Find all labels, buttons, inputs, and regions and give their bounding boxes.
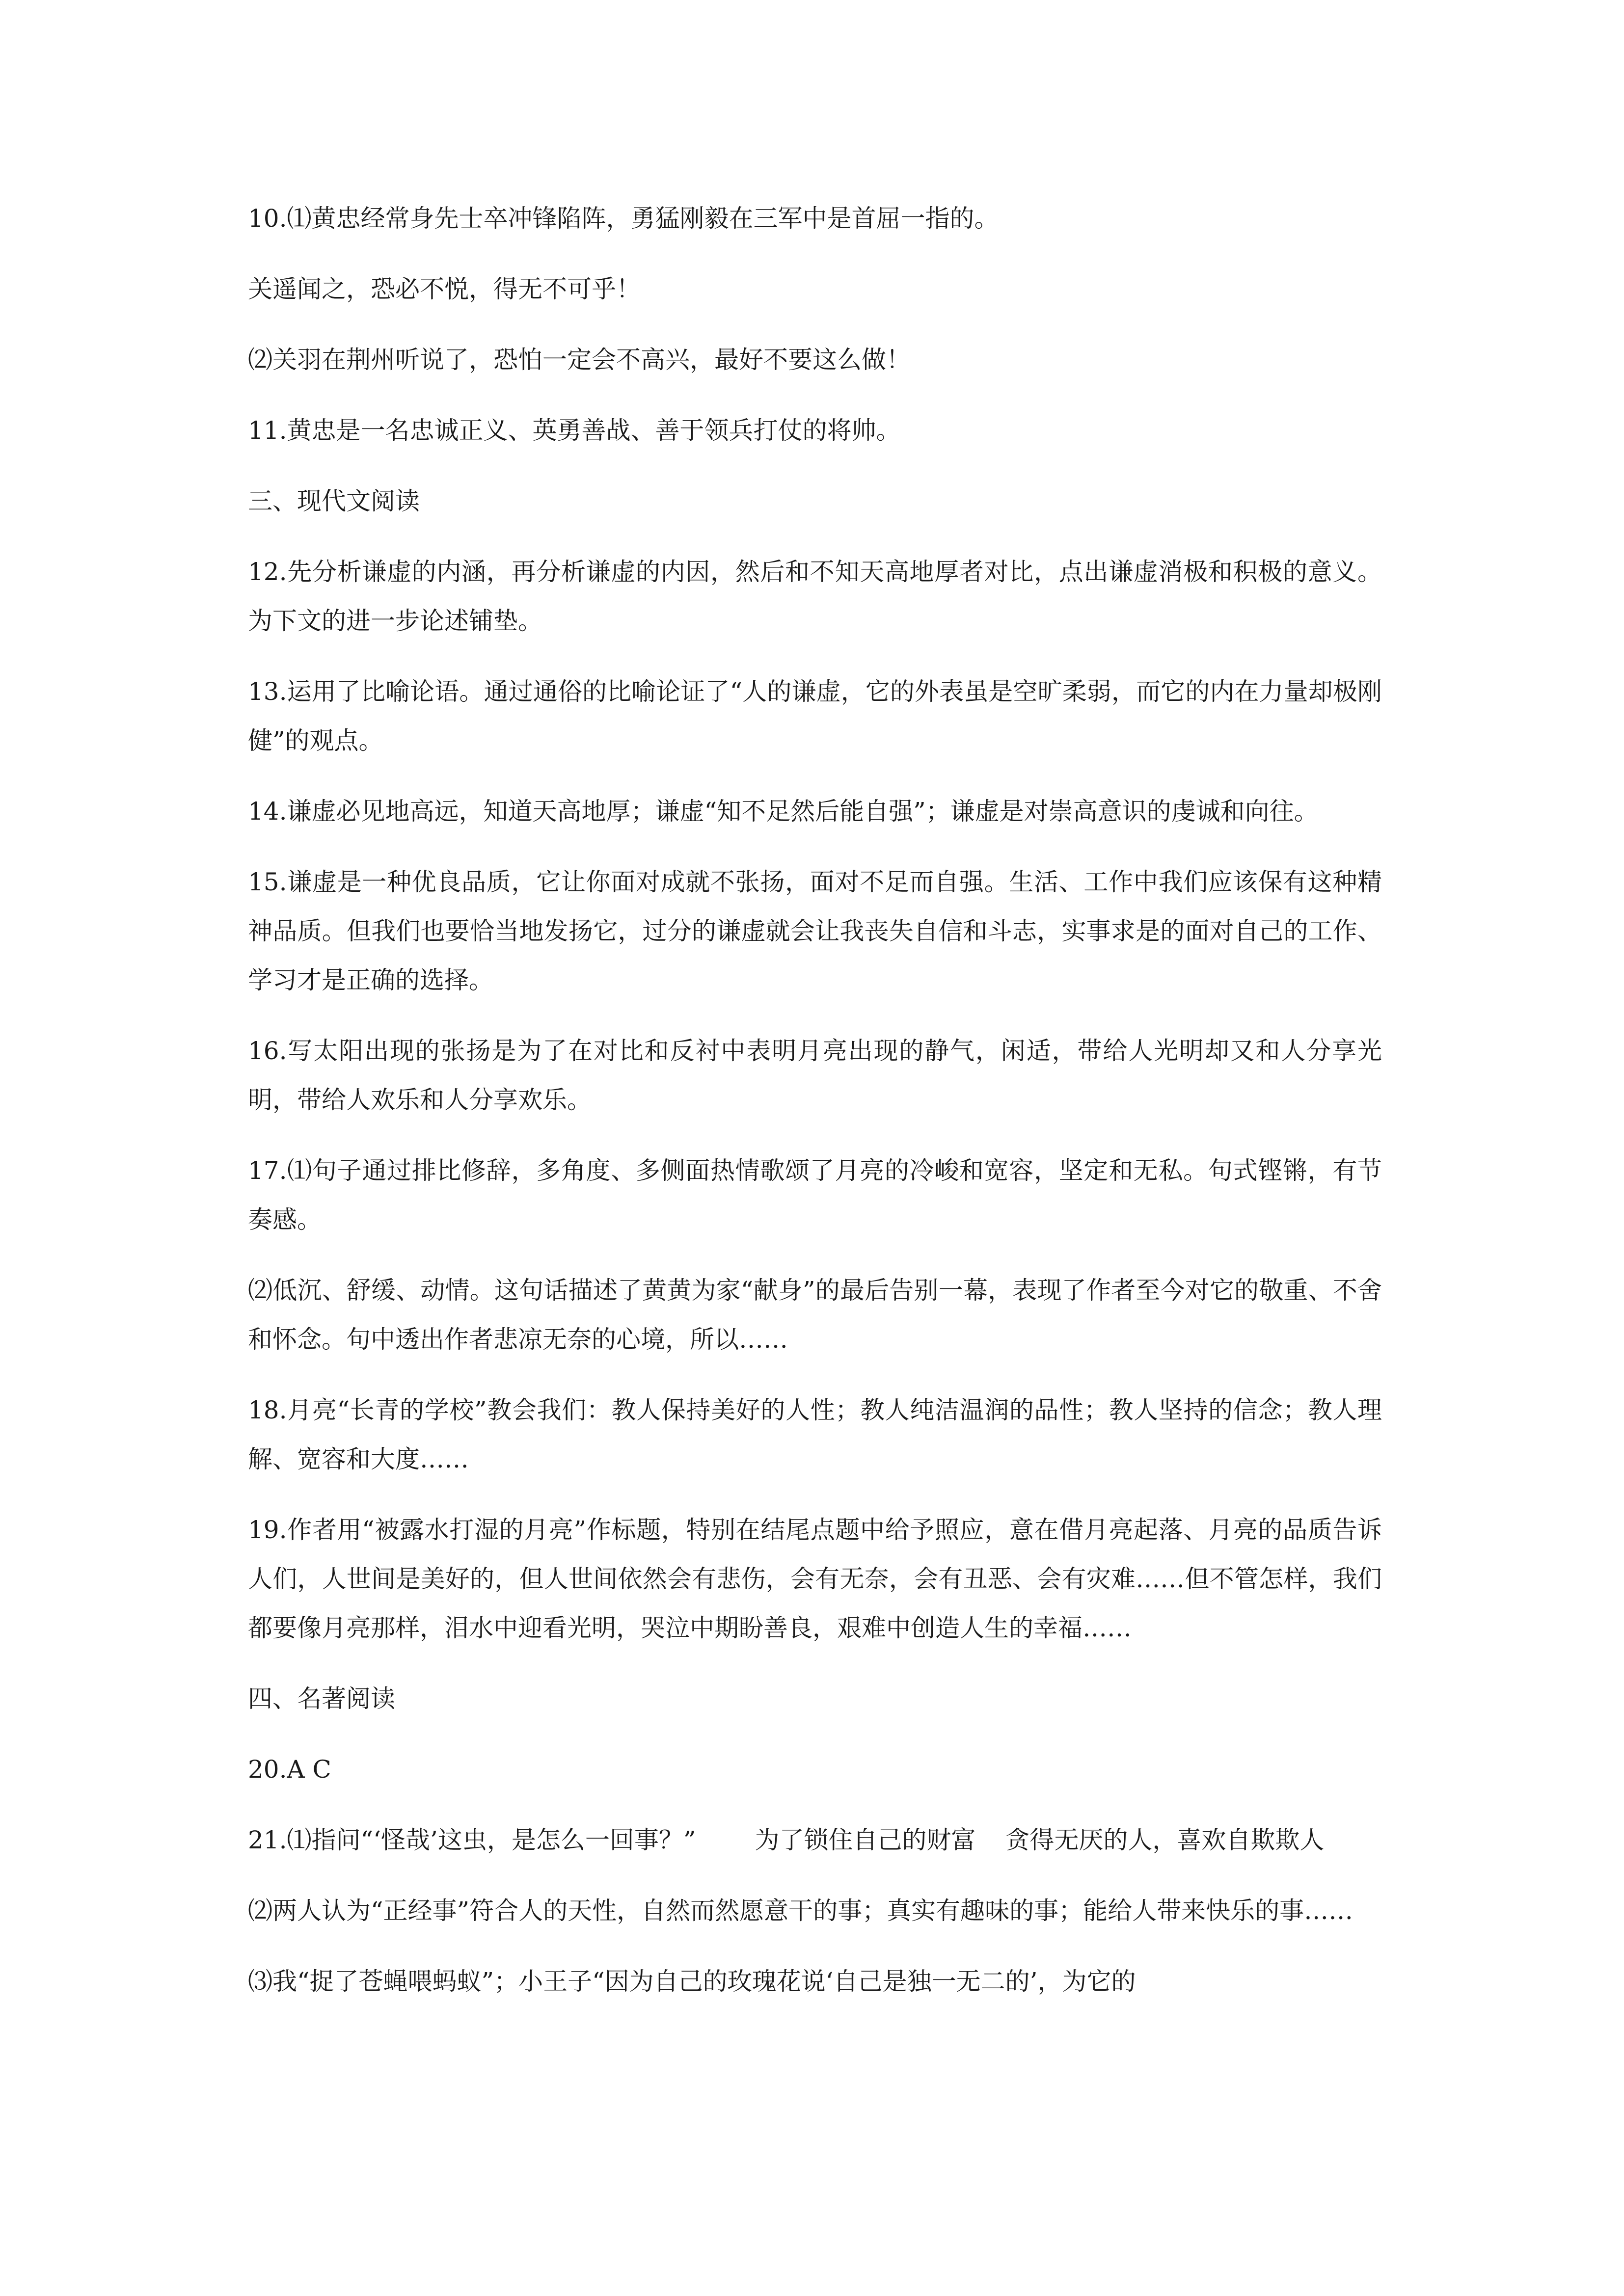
answer-13: 13.运用了比喻论语。通过通俗的比喻论证了“人的谦虚，它的外表虽是空旷柔弱，而它的内在力量却极刚健”的观点。: [248, 677, 1382, 755]
answer-18: 18.月亮“长青的学校”教会我们：教人保持美好的人性；教人纯洁温润的品性；教人坚持的信念；教人理解、宽容和大度……: [248, 1396, 1382, 1473]
section-heading-modern-reading: 三、现代文阅读: [248, 487, 420, 515]
answer-10-2: ⑵关羽在荆州听说了，恐怕一定会不高兴，最好不要这么做！: [248, 346, 911, 374]
answer-21-1-part-a: 21.⑴指问“‘怪哉’这虫，是怎么一回事？”: [248, 1826, 696, 1854]
answer-17-1: 17.⑴句子通过排比修辞，多角度、多侧面热情歌颂了月亮的冷峻和宽容，坚定和无私。句式铿锵，有节奏感。: [248, 1156, 1382, 1234]
answer-19: 19.作者用“被露水打湿的月亮”作标题，特别在结尾点题中给予照应，意在借月亮起落、月亮的品质告诉人们，人世间是美好的，但人世间依然会有悲伤，会有无奈，会有丑恶、会有灾难……但不管怎样，我们都要像月亮那样，泪水中迎看光明，哭泣中期盼善良，艰难中创造人生的幸福……: [248, 1516, 1382, 1642]
answer-14: 14.谦虚必见地高远，知道天高地厚；谦虚“知不足然后能自强”；谦虚是对崇高意识的虔诚和向往。: [248, 797, 1319, 826]
answer-11: 11.黄忠是一名忠诚正义、英勇善战、善于领兵打仗的将帅。: [248, 416, 901, 445]
answer-12: 12.先分析谦虚的内涵，再分析谦虚的内因，然后和不知天高地厚者对比，点出谦虚消极和积极的意义。为下文的进一步论述铺垫。: [248, 558, 1382, 635]
answer-21-3: ⑶我“捉了苍蝇喂蚂蚁”；小王子“因为自己的玫瑰花说‘自己是独一无二的’，为它的: [248, 1967, 1136, 1996]
answer-text-body: [248, 194, 1382, 2028]
answer-16: 16.写太阳出现的张扬是为了在对比和反衬中表明月亮出现的静气，闲适，带给人光明却又和人分享光明，带给人欢乐和人分享欢乐。: [248, 1037, 1382, 1114]
answer-21-1: [248, 1815, 1382, 1865]
answer-21-1-part-b: 为了锁住自己的财富: [755, 1826, 976, 1854]
answer-20: 20.A C: [248, 1755, 331, 1784]
answer-15: 15.谦虚是一种优良品质，它让你面对成就不张扬，面对不足而自强。生活、工作中我们应该保有这种精神品质。但我们也要恰当地发扬它，过分的谦虚就会让我丧失自信和斗志，实事求是的面对自己的工作、学习才是正确的选择。: [248, 868, 1382, 994]
section-heading-classics-reading: 四、名著阅读: [248, 1684, 395, 1713]
answer-21-1-part-c: 贪得无厌的人，喜欢自欺欺人: [1005, 1826, 1325, 1854]
answer-21-2: ⑵两人认为“正经事”符合人的天性，自然而然愿意干的事；真实有趣味的事；能给人带来快乐的事……: [248, 1896, 1353, 1925]
answer-10-1: 10.⑴黄忠经常身先士卒冲锋陷阵，勇猛刚毅在三军中是首屈一指的。: [248, 204, 999, 233]
answer-10-quote: 关遥闻之，恐必不悦，得无不可乎！: [248, 275, 641, 303]
answer-17-2: ⑵低沉、舒缓、动情。这句话描述了黄黄为家“献身”的最后告别一幕，表现了作者至今对它的敬重、不舍和怀念。句中透出作者悲凉无奈的心境，所以……: [248, 1276, 1382, 1354]
